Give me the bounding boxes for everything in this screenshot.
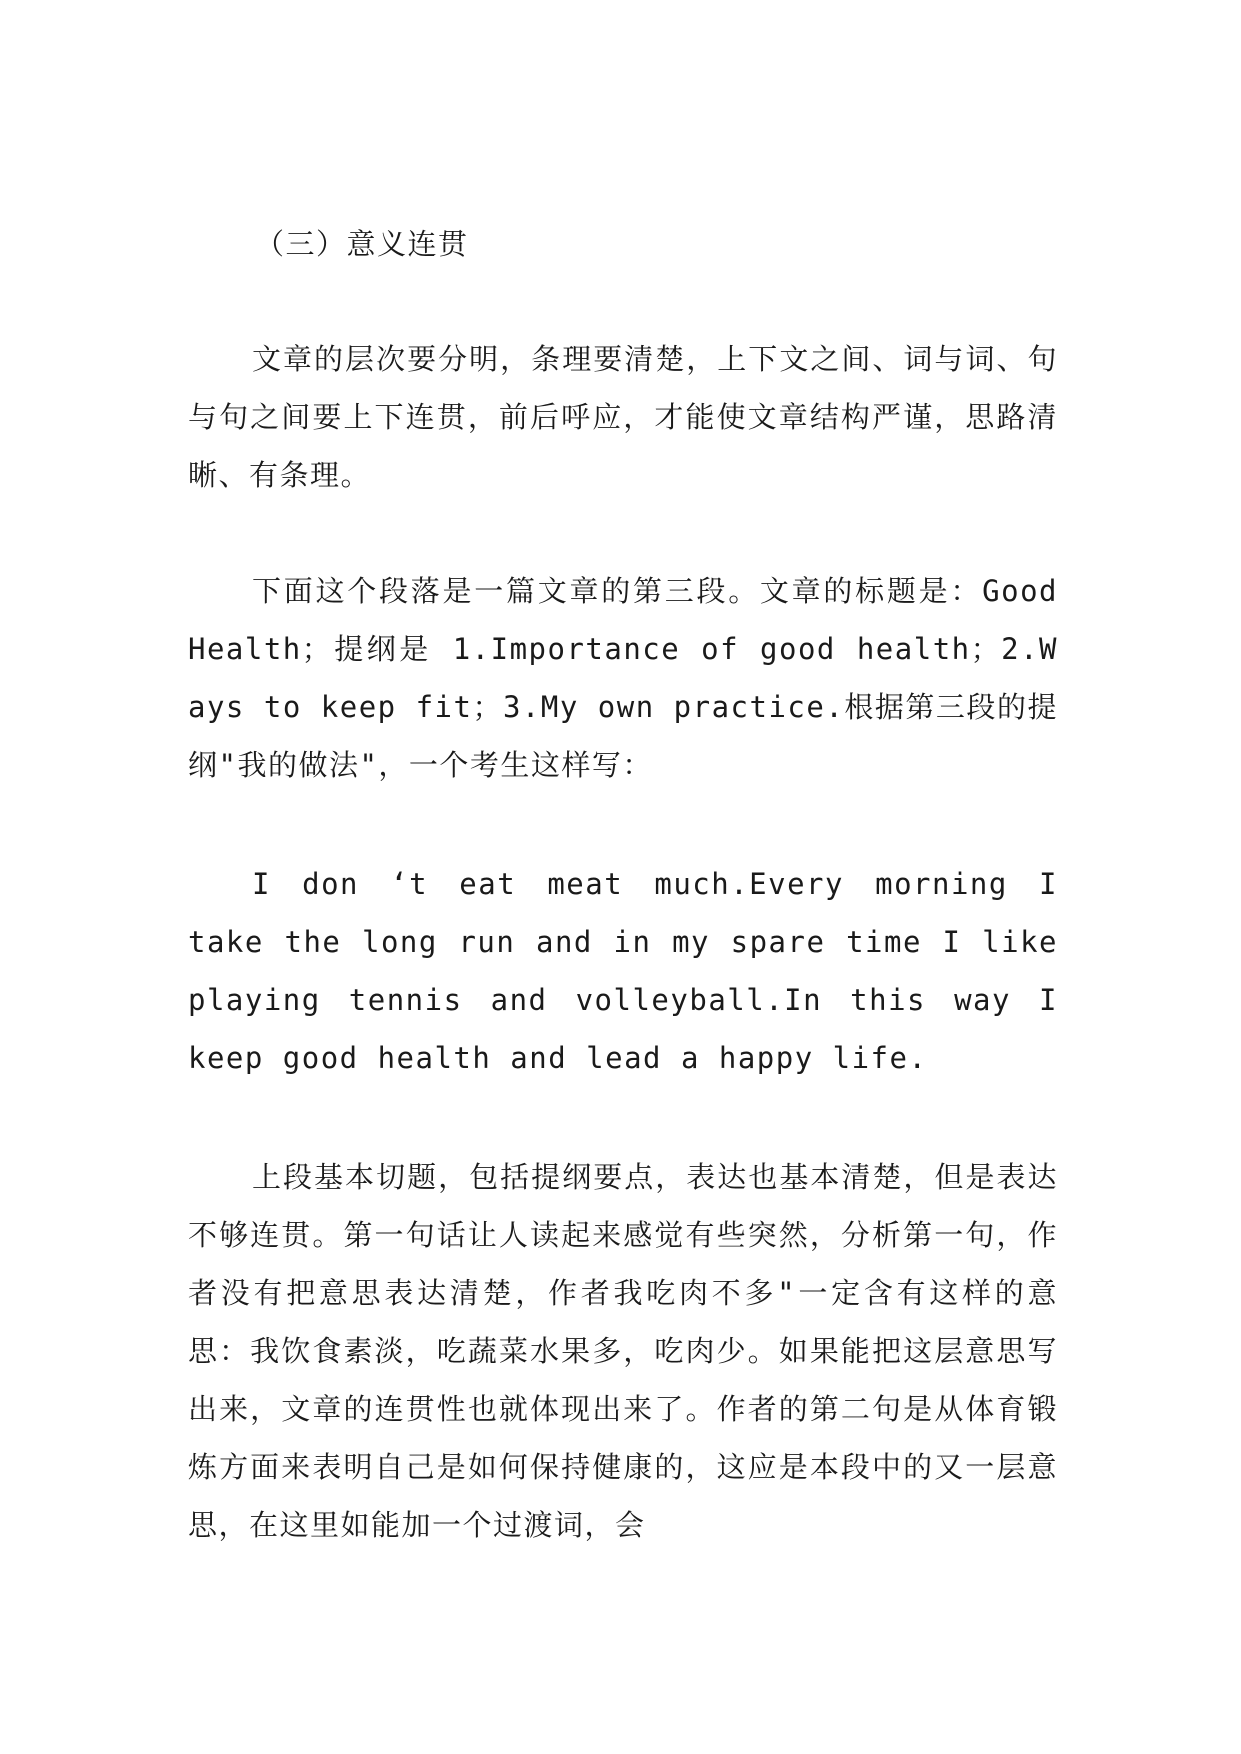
paragraph-coherence-intro: 文章的层次要分明，条理要清楚，上下文之间、词与词、句与句之间要上下连贯，前后呼应，才能使文章结构严谨，思路清晰、有条理。 [188,342,1058,492]
section-heading: （三）意义连贯 [255,227,469,261]
paragraph-student-sample: I don ‘t eat meat much.Every morning I take the long run and in my spare time I like playing tennis and volleyball.In this way I keep good health and lead a happy life. [188,867,1058,1075]
paragraph-analysis: 上段基本切题，包括提纲要点，表达也基本清楚，但是表达不够连贯。第一句话让人读起来感觉有些突然，分析第一句，作者没有把意思表达清楚，作者我吃肉不多"一定含有这样的意思：我饮食素淡，吃蔬菜水果多，吃肉少。如果能把这层意思写出来，文章的连贯性也就体现出来了。作者的第二句是从体育锻炼方面来表明自己是如何保持健康的，这应是本段中的又一层意思，在这里如能加一个过渡词，会 [188,1160,1058,1542]
paragraph-example-setup: 下面这个段落是一篇文章的第三段。文章的标题是：Good Health；提纲是 1.Importance of good health；2.Ways to keep fit；3.My own practice.根据第三段的提纲"我的做法"，一个考生这样写： [188,574,1058,782]
